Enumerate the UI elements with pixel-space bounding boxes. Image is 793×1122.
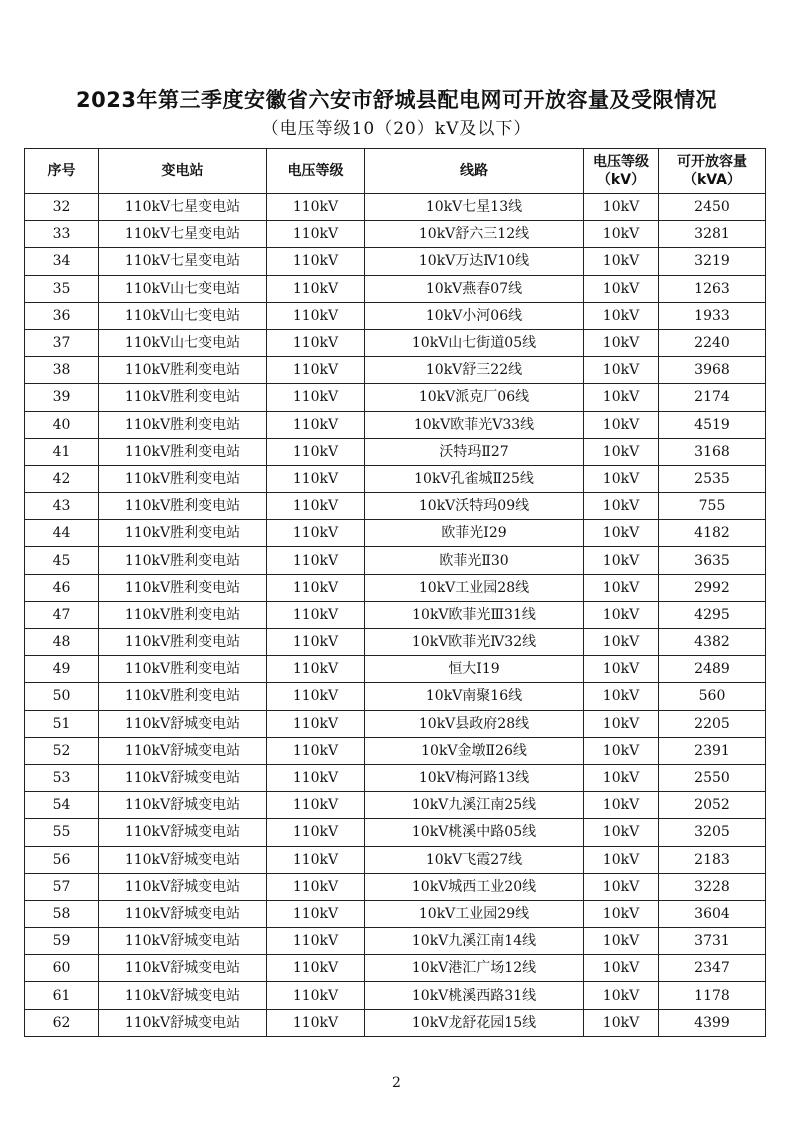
cell-capacity: 2535 xyxy=(659,465,766,492)
cell-substation: 110kV舒城变电站 xyxy=(99,737,267,764)
cell-line-voltage: 10kV xyxy=(584,302,659,329)
table-row xyxy=(25,764,766,791)
cell-index: 58 xyxy=(25,900,99,927)
cell-index: 61 xyxy=(25,982,99,1009)
cell-index: 60 xyxy=(25,955,99,982)
cell-voltage-level: 110kV xyxy=(267,900,365,927)
cell-voltage-level: 110kV xyxy=(267,547,365,574)
table-row xyxy=(25,411,766,438)
header-capacity-unit: （kVA） xyxy=(682,172,742,188)
cell-line: 10kV欧菲光Ⅲ31线 xyxy=(365,601,584,628)
cell-line: 欧菲光Ⅱ30 xyxy=(365,547,584,574)
cell-capacity: 1933 xyxy=(659,302,766,329)
cell-capacity: 3635 xyxy=(659,547,766,574)
cell-substation: 110kV胜利变电站 xyxy=(99,574,267,601)
cell-voltage-level: 110kV xyxy=(267,493,365,520)
document-subtitle: （电压等级10（20）kV及以下） xyxy=(261,119,532,139)
cell-line-voltage: 10kV xyxy=(584,900,659,927)
cell-line-voltage: 10kV xyxy=(584,928,659,955)
cell-line-voltage: 10kV xyxy=(584,465,659,492)
cell-line: 10kV南聚16线 xyxy=(365,683,584,710)
cell-voltage-level: 110kV xyxy=(267,792,365,819)
cell-capacity: 1178 xyxy=(659,982,766,1009)
cell-substation: 110kV舒城变电站 xyxy=(99,710,267,737)
cell-voltage-level: 110kV xyxy=(267,629,365,656)
cell-substation: 110kV山七变电站 xyxy=(99,302,267,329)
table-row xyxy=(25,601,766,628)
cell-capacity: 2052 xyxy=(659,792,766,819)
cell-substation: 110kV舒城变电站 xyxy=(99,955,267,982)
cell-line: 10kV欧菲光Ⅳ32线 xyxy=(365,629,584,656)
cell-substation: 110kV舒城变电站 xyxy=(99,1009,267,1036)
cell-line-voltage: 10kV xyxy=(584,574,659,601)
cell-voltage-level: 110kV xyxy=(267,194,365,221)
cell-line: 10kV桃溪西路31线 xyxy=(365,982,584,1009)
cell-capacity: 3968 xyxy=(659,357,766,384)
cell-index: 55 xyxy=(25,819,99,846)
cell-substation: 110kV舒城变电站 xyxy=(99,819,267,846)
cell-capacity: 755 xyxy=(659,493,766,520)
cell-voltage-level: 110kV xyxy=(267,955,365,982)
cell-index: 47 xyxy=(25,601,99,628)
cell-line: 10kV九溪江南25线 xyxy=(365,792,584,819)
cell-substation: 110kV舒城变电站 xyxy=(99,900,267,927)
cell-index: 49 xyxy=(25,656,99,683)
cell-index: 37 xyxy=(25,329,99,356)
table-header xyxy=(25,149,766,194)
cell-capacity: 4382 xyxy=(659,629,766,656)
cell-voltage-level: 110kV xyxy=(267,737,365,764)
table-row xyxy=(25,710,766,737)
cell-capacity: 2992 xyxy=(659,574,766,601)
cell-substation: 110kV胜利变电站 xyxy=(99,384,267,411)
cell-line: 10kV工业园29线 xyxy=(365,900,584,927)
cell-line-voltage: 10kV xyxy=(584,493,659,520)
cell-substation: 110kV胜利变电站 xyxy=(99,601,267,628)
table-row xyxy=(25,846,766,873)
cell-capacity: 2347 xyxy=(659,955,766,982)
cell-index: 38 xyxy=(25,357,99,384)
cell-capacity: 3205 xyxy=(659,819,766,846)
cell-voltage-level: 110kV xyxy=(267,656,365,683)
cell-index: 42 xyxy=(25,465,99,492)
cell-line: 10kV九溪江南14线 xyxy=(365,928,584,955)
cell-index: 44 xyxy=(25,520,99,547)
cell-line: 10kV小河06线 xyxy=(365,302,584,329)
cell-line-voltage: 10kV xyxy=(584,656,659,683)
cell-voltage-level: 110kV xyxy=(267,438,365,465)
cell-line: 10kV七星13线 xyxy=(365,194,584,221)
cell-index: 39 xyxy=(25,384,99,411)
table-header-row xyxy=(25,149,766,194)
cell-line: 10kV舒六三12线 xyxy=(365,221,584,248)
cell-capacity: 3219 xyxy=(659,248,766,275)
table-row xyxy=(25,438,766,465)
cell-line-voltage: 10kV xyxy=(584,384,659,411)
cell-line: 10kV孔雀城Ⅱ25线 xyxy=(365,465,584,492)
cell-voltage-level: 110kV xyxy=(267,411,365,438)
cell-index: 54 xyxy=(25,792,99,819)
cell-line-voltage: 10kV xyxy=(584,520,659,547)
cell-index: 50 xyxy=(25,683,99,710)
table-row xyxy=(25,955,766,982)
cell-substation: 110kV胜利变电站 xyxy=(99,411,267,438)
cell-line-voltage: 10kV xyxy=(584,411,659,438)
cell-line-voltage: 10kV xyxy=(584,955,659,982)
cell-capacity: 3281 xyxy=(659,221,766,248)
cell-substation: 110kV胜利变电站 xyxy=(99,629,267,656)
cell-capacity: 2450 xyxy=(659,194,766,221)
cell-index: 57 xyxy=(25,873,99,900)
table-row xyxy=(25,221,766,248)
table-row xyxy=(25,873,766,900)
cell-voltage-level: 110kV xyxy=(267,248,365,275)
header-index: 序号 xyxy=(25,149,99,194)
cell-substation: 110kV舒城变电站 xyxy=(99,792,267,819)
cell-voltage-level: 110kV xyxy=(267,683,365,710)
table-row xyxy=(25,329,766,356)
table-row xyxy=(25,982,766,1009)
cell-line-voltage: 10kV xyxy=(584,329,659,356)
cell-line-voltage: 10kV xyxy=(584,221,659,248)
cell-line-voltage: 10kV xyxy=(584,846,659,873)
cell-index: 46 xyxy=(25,574,99,601)
cell-substation: 110kV胜利变电站 xyxy=(99,465,267,492)
cell-line-voltage: 10kV xyxy=(584,710,659,737)
cell-capacity: 2391 xyxy=(659,737,766,764)
cell-line: 沃特玛Ⅱ27 xyxy=(365,438,584,465)
capacity-table xyxy=(24,148,766,1037)
cell-capacity: 3604 xyxy=(659,900,766,927)
page-number: 2 xyxy=(392,1075,401,1091)
cell-substation: 110kV胜利变电站 xyxy=(99,493,267,520)
cell-voltage-level: 110kV xyxy=(267,520,365,547)
cell-voltage-level: 110kV xyxy=(267,819,365,846)
cell-substation: 110kV舒城变电站 xyxy=(99,846,267,873)
cell-substation: 110kV胜利变电站 xyxy=(99,520,267,547)
cell-voltage-level: 110kV xyxy=(267,275,365,302)
cell-line-voltage: 10kV xyxy=(584,275,659,302)
cell-index: 41 xyxy=(25,438,99,465)
table-row xyxy=(25,493,766,520)
cell-line-voltage: 10kV xyxy=(584,1009,659,1036)
cell-line: 恒大Ⅰ19 xyxy=(365,656,584,683)
cell-index: 32 xyxy=(25,194,99,221)
cell-line-voltage: 10kV xyxy=(584,982,659,1009)
table-row xyxy=(25,465,766,492)
cell-capacity: 4182 xyxy=(659,520,766,547)
cell-line: 10kV县政府28线 xyxy=(365,710,584,737)
cell-line-voltage: 10kV xyxy=(584,629,659,656)
cell-capacity: 4519 xyxy=(659,411,766,438)
cell-line: 10kV金墩Ⅱ26线 xyxy=(365,737,584,764)
cell-index: 52 xyxy=(25,737,99,764)
table-row xyxy=(25,547,766,574)
cell-line-voltage: 10kV xyxy=(584,792,659,819)
header-line-voltage-unit: （kV） xyxy=(596,172,646,188)
table-row xyxy=(25,656,766,683)
cell-index: 40 xyxy=(25,411,99,438)
cell-line: 10kV燕春07线 xyxy=(365,275,584,302)
cell-line: 10kV港汇广场12线 xyxy=(365,955,584,982)
header-line: 线路 xyxy=(365,149,584,194)
cell-line-voltage: 10kV xyxy=(584,764,659,791)
cell-capacity: 3228 xyxy=(659,873,766,900)
cell-line-voltage: 10kV xyxy=(584,248,659,275)
cell-substation: 110kV山七变电站 xyxy=(99,329,267,356)
cell-capacity: 2550 xyxy=(659,764,766,791)
table-row xyxy=(25,384,766,411)
cell-substation: 110kV七星变电站 xyxy=(99,248,267,275)
cell-substation: 110kV山七变电站 xyxy=(99,275,267,302)
cell-index: 62 xyxy=(25,1009,99,1036)
table-row xyxy=(25,819,766,846)
cell-capacity: 4295 xyxy=(659,601,766,628)
cell-voltage-level: 110kV xyxy=(267,221,365,248)
table-row xyxy=(25,574,766,601)
cell-line-voltage: 10kV xyxy=(584,737,659,764)
cell-capacity: 2489 xyxy=(659,656,766,683)
cell-voltage-level: 110kV xyxy=(267,764,365,791)
cell-capacity: 4399 xyxy=(659,1009,766,1036)
cell-substation: 110kV七星变电站 xyxy=(99,221,267,248)
cell-line: 10kV舒三22线 xyxy=(365,357,584,384)
cell-line-voltage: 10kV xyxy=(584,357,659,384)
cell-index: 33 xyxy=(25,221,99,248)
cell-line: 10kV龙舒花园15线 xyxy=(365,1009,584,1036)
cell-line: 10kV欧菲光Ⅴ33线 xyxy=(365,411,584,438)
cell-line-voltage: 10kV xyxy=(584,819,659,846)
cell-line-voltage: 10kV xyxy=(584,547,659,574)
cell-capacity: 3168 xyxy=(659,438,766,465)
table-row xyxy=(25,900,766,927)
cell-voltage-level: 110kV xyxy=(267,710,365,737)
cell-index: 34 xyxy=(25,248,99,275)
cell-line-voltage: 10kV xyxy=(584,194,659,221)
cell-line: 10kV飞霞27线 xyxy=(365,846,584,873)
cell-voltage-level: 110kV xyxy=(267,1009,365,1036)
cell-index: 59 xyxy=(25,928,99,955)
table-row xyxy=(25,275,766,302)
table-row xyxy=(25,629,766,656)
cell-voltage-level: 110kV xyxy=(267,873,365,900)
header-capacity-text: 可开放容量 xyxy=(677,154,747,170)
cell-substation: 110kV胜利变电站 xyxy=(99,357,267,384)
cell-line: 10kV城西工业20线 xyxy=(365,873,584,900)
cell-voltage-level: 110kV xyxy=(267,574,365,601)
cell-line: 10kV山七街道05线 xyxy=(365,329,584,356)
cell-capacity: 2205 xyxy=(659,710,766,737)
table-row xyxy=(25,928,766,955)
cell-voltage-level: 110kV xyxy=(267,384,365,411)
cell-line: 10kV派克厂06线 xyxy=(365,384,584,411)
cell-substation: 110kV胜利变电站 xyxy=(99,656,267,683)
cell-index: 36 xyxy=(25,302,99,329)
cell-capacity: 3731 xyxy=(659,928,766,955)
header-voltage-level: 电压等级 xyxy=(267,149,365,194)
header-capacity xyxy=(659,149,766,194)
table-row xyxy=(25,194,766,221)
cell-line-voltage: 10kV xyxy=(584,873,659,900)
table-row xyxy=(25,302,766,329)
cell-capacity: 2240 xyxy=(659,329,766,356)
cell-index: 56 xyxy=(25,846,99,873)
table-row xyxy=(25,792,766,819)
cell-substation: 110kV舒城变电站 xyxy=(99,928,267,955)
cell-capacity: 560 xyxy=(659,683,766,710)
cell-substation: 110kV舒城变电站 xyxy=(99,873,267,900)
table-row xyxy=(25,520,766,547)
table-row xyxy=(25,357,766,384)
cell-line-voltage: 10kV xyxy=(584,438,659,465)
cell-line-voltage: 10kV xyxy=(584,683,659,710)
cell-voltage-level: 110kV xyxy=(267,928,365,955)
cell-voltage-level: 110kV xyxy=(267,846,365,873)
cell-line: 10kV万达Ⅳ10线 xyxy=(365,248,584,275)
cell-line: 10kV工业园28线 xyxy=(365,574,584,601)
cell-line: 10kV桃溪中路05线 xyxy=(365,819,584,846)
header-line-voltage xyxy=(584,149,659,194)
cell-index: 51 xyxy=(25,710,99,737)
cell-capacity: 1263 xyxy=(659,275,766,302)
cell-substation: 110kV胜利变电站 xyxy=(99,438,267,465)
cell-index: 35 xyxy=(25,275,99,302)
cell-substation: 110kV舒城变电站 xyxy=(99,982,267,1009)
cell-index: 43 xyxy=(25,493,99,520)
cell-voltage-level: 110kV xyxy=(267,465,365,492)
header-substation: 变电站 xyxy=(99,149,267,194)
table-body xyxy=(25,194,766,1037)
cell-voltage-level: 110kV xyxy=(267,329,365,356)
cell-voltage-level: 110kV xyxy=(267,601,365,628)
cell-substation: 110kV胜利变电站 xyxy=(99,547,267,574)
cell-voltage-level: 110kV xyxy=(267,357,365,384)
cell-line-voltage: 10kV xyxy=(584,601,659,628)
cell-line: 10kV沃特玛09线 xyxy=(365,493,584,520)
cell-line: 欧菲光Ⅰ29 xyxy=(365,520,584,547)
document-title: 2023年第三季度安徽省六安市舒城县配电网可开放容量及受限情况 xyxy=(76,88,717,112)
cell-voltage-level: 110kV xyxy=(267,302,365,329)
cell-substation: 110kV胜利变电站 xyxy=(99,683,267,710)
cell-substation: 110kV七星变电站 xyxy=(99,194,267,221)
cell-voltage-level: 110kV xyxy=(267,982,365,1009)
cell-substation: 110kV舒城变电站 xyxy=(99,764,267,791)
cell-index: 53 xyxy=(25,764,99,791)
cell-index: 45 xyxy=(25,547,99,574)
cell-index: 48 xyxy=(25,629,99,656)
cell-capacity: 2174 xyxy=(659,384,766,411)
header-line-voltage-text: 电压等级 xyxy=(593,154,649,170)
cell-capacity: 2183 xyxy=(659,846,766,873)
table-row xyxy=(25,683,766,710)
table-row xyxy=(25,1009,766,1036)
cell-line: 10kV梅河路13线 xyxy=(365,764,584,791)
table-row xyxy=(25,737,766,764)
table-row xyxy=(25,248,766,275)
